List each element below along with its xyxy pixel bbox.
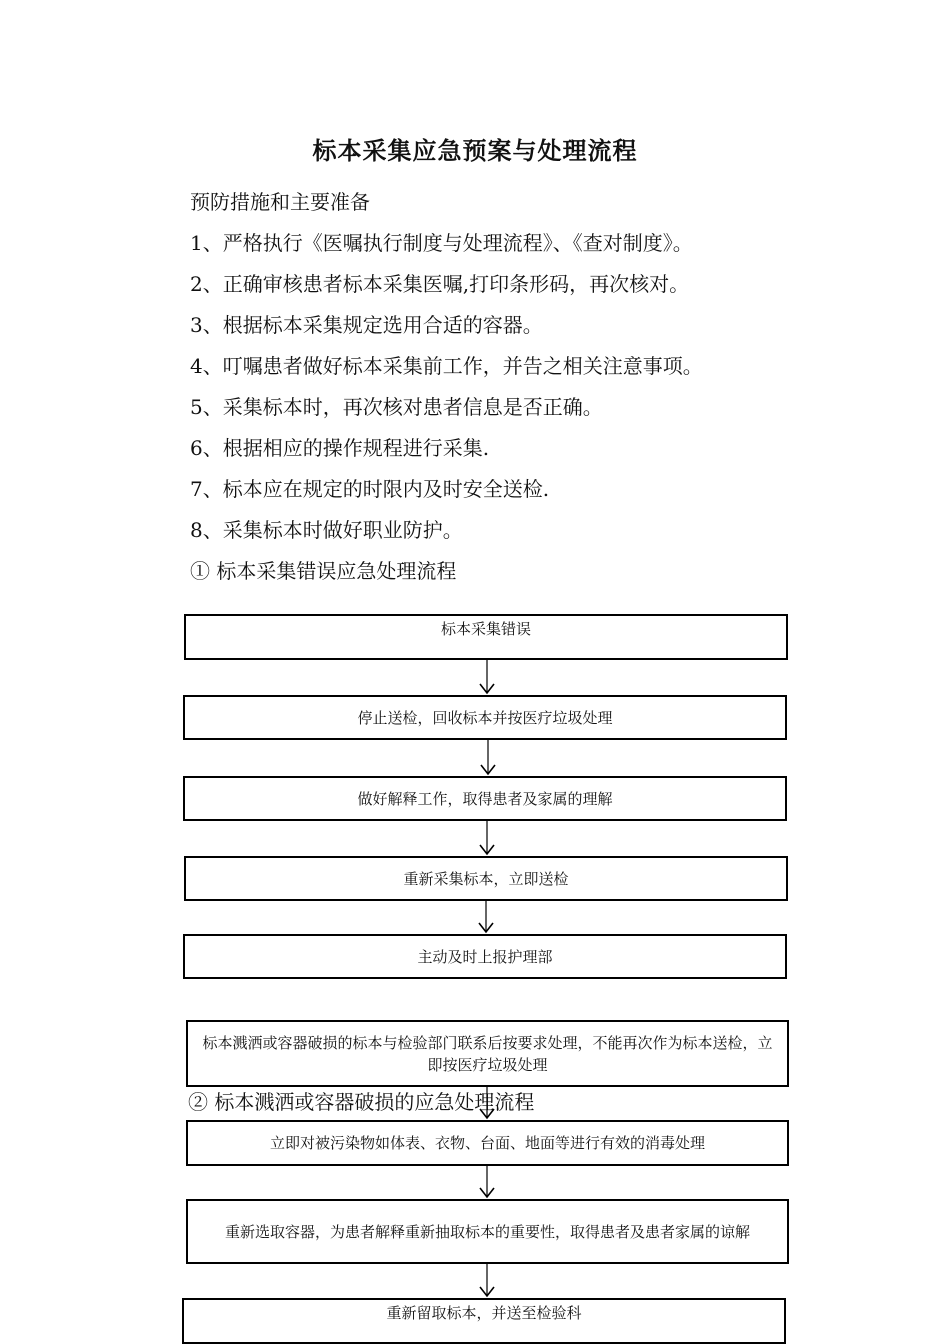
flow1-step-box: 重新采集标本，立即送检 [184, 856, 788, 901]
flow1-step-box: 标本采集错误 [184, 614, 788, 660]
flow2-step-box: 标本溅洒或容器破损的标本与检验部门联系后按要求处理，不能再次作为标本送检，立即按医疗垃圾处理 [186, 1020, 789, 1087]
flow1-step-box: 停止送检，回收标本并按医疗垃圾处理 [183, 695, 787, 740]
down-arrow-icon [476, 1166, 498, 1200]
down-arrow-icon [476, 660, 498, 696]
prep-item: 2、正确审核患者标本采集医嘱,打印条形码，再次核对。 [190, 272, 690, 296]
prep-item: 4、叮嘱患者做好标本采集前工作，并告之相关注意事项。 [190, 354, 703, 378]
prep-item: 6、根据相应的操作规程进行采集. [190, 436, 490, 460]
flow2-heading: ② 标本溅洒或容器破损的应急处理流程 [188, 1090, 535, 1114]
down-arrow-icon [476, 821, 498, 857]
flow2-step-box: 立即对被污染物如体表、衣物、台面、地面等进行有效的消毒处理 [186, 1120, 789, 1166]
flow1-step-box: 做好解释工作，取得患者及家属的理解 [183, 776, 787, 821]
flow1-heading: ① 标本采集错误应急处理流程 [190, 559, 457, 583]
document-title: 标本采集应急预案与处理流程 [312, 136, 638, 165]
prep-item: 8、采集标本时做好职业防护。 [190, 518, 463, 542]
flow2-step-box: 重新留取标本，并送至检验科 [182, 1298, 786, 1344]
down-arrow-icon [477, 740, 499, 777]
down-arrow-icon [476, 1087, 498, 1121]
flow2-step-box: 重新选取容器，为患者解释重新抽取标本的重要性，取得患者及患者家属的谅解 [186, 1199, 789, 1264]
prep-item: 1、严格执行《医嘱执行制度与处理流程》、《查对制度》。 [190, 231, 693, 255]
down-arrow-icon [475, 901, 497, 935]
prep-item: 7、标本应在规定的时限内及时安全送检. [190, 477, 550, 501]
prep-item: 5、采集标本时，再次核对患者信息是否正确。 [190, 395, 603, 419]
down-arrow-icon [476, 1264, 498, 1299]
prep-heading: 预防措施和主要准备 [190, 190, 370, 214]
prep-item: 3、根据标本采集规定选用合适的容器。 [190, 313, 543, 337]
flow1-step-box: 主动及时上报护理部 [183, 934, 787, 979]
